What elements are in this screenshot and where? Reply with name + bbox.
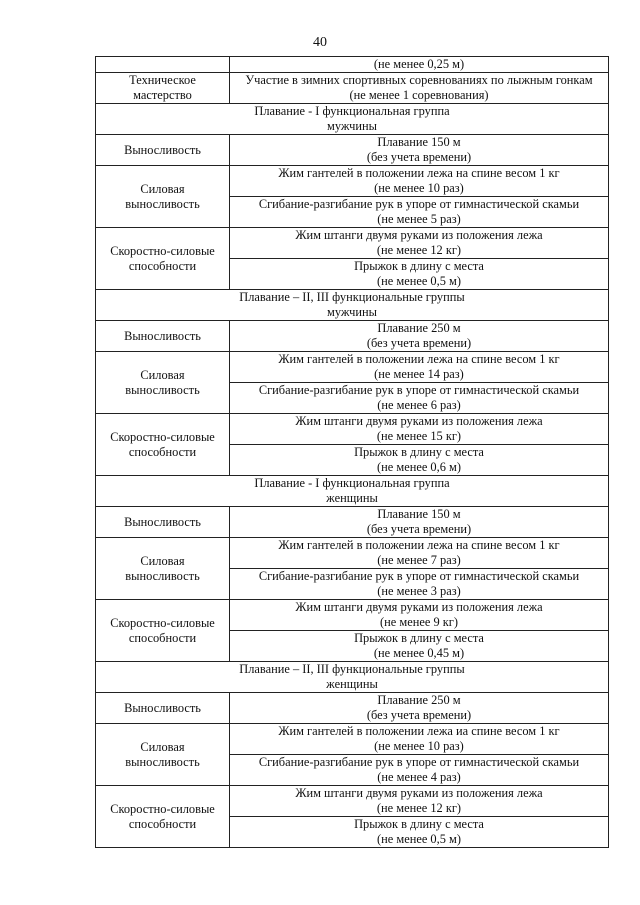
norm-text: (не менее 0,5 м): [377, 274, 461, 288]
test-name: Плавание 150 м: [377, 135, 461, 149]
test-name: Жим гантелей в положении лежа на спине весом 1 кг: [278, 538, 560, 552]
test-name: Жим штанги двумя руками из положения лежа: [295, 414, 543, 428]
section-header: [96, 290, 609, 321]
test-name: Плавание 250 м: [377, 321, 461, 335]
section-title: Плавание - I функциональная группа: [254, 476, 450, 490]
category-cell: [96, 538, 230, 600]
page-number: 40: [313, 35, 327, 50]
table-row: [96, 414, 609, 445]
table-row: [96, 507, 609, 538]
table-row: [96, 228, 609, 259]
category-label: Выносливость: [124, 328, 201, 343]
section-header-row: [96, 476, 609, 507]
norm-text: (не менее 4 раз): [377, 770, 461, 784]
category-cell: [96, 228, 230, 290]
test-cell: [230, 445, 609, 476]
test-cell: [230, 414, 609, 445]
test-cell: [230, 135, 609, 166]
category-cell: [96, 693, 230, 724]
category-label: выносливость: [125, 754, 200, 769]
category-cell: [96, 600, 230, 662]
category-cell: [96, 73, 230, 104]
norm-text: (без учета времени): [366, 336, 472, 350]
table-row: [96, 166, 609, 197]
table-row: [96, 57, 609, 73]
test-name: Сгибание-разгибание рук в упоре от гимнастической скамьи: [258, 569, 580, 583]
norm-text: (не менее 0,25 м): [373, 57, 465, 71]
test-name: Жим штанги двумя руками из положения лежа: [295, 228, 543, 242]
category-cell: [96, 57, 230, 73]
category-cell: [96, 166, 230, 228]
norm-text: (не менее 10 раз): [374, 181, 464, 195]
category-cell: [96, 414, 230, 476]
test-cell: [230, 383, 609, 414]
test-cell: [230, 817, 609, 848]
test-name: Прыжок в длину с места: [354, 259, 484, 273]
table-row: [96, 600, 609, 631]
category-label: Скоростно-силовые: [110, 429, 215, 444]
category-label: Техническое: [129, 73, 196, 87]
category-label: Выносливость: [124, 700, 201, 715]
test-cell: [230, 352, 609, 383]
section-subtitle: мужчины: [327, 305, 377, 319]
table-row: [96, 724, 609, 755]
category-label: Выносливость: [124, 514, 201, 529]
category-label: Силовая: [140, 739, 185, 754]
section-header: [96, 662, 609, 693]
norm-text: (не менее 12 кг): [376, 243, 462, 257]
test-name: Прыжок в длину с места: [354, 631, 484, 645]
norm-text: (не менее 12 кг): [376, 801, 462, 815]
table-row: [96, 786, 609, 817]
test-name: Плавание 250 м: [377, 693, 461, 707]
test-name: Жим гантелей в положении лежа на спине весом 1 кг: [278, 166, 560, 180]
norm-text: (без учета времени): [366, 150, 472, 164]
category-label: Скоростно-силовые: [110, 243, 215, 258]
section-header-row: [96, 104, 609, 135]
test-name: Сгибание-разгибание рук в упоре от гимнастической скамьи: [258, 755, 580, 769]
test-cell: [230, 228, 609, 259]
test-name: Жим гантелей в положении лежа на спине весом 1 кг: [278, 352, 560, 366]
norm-text: (не менее 5 раз): [377, 212, 461, 226]
test-cell: [230, 569, 609, 600]
norm-text: (не менее 10 раз): [374, 739, 464, 753]
norm-text: (не менее 3 раз): [377, 584, 461, 598]
test-cell: [230, 631, 609, 662]
test-cell: [230, 259, 609, 290]
norm-text: (не менее 1 соревнования): [349, 88, 489, 102]
section-header: [96, 104, 609, 135]
norms-table: [95, 56, 609, 848]
section-title: Плавание - I функциональная группа: [254, 104, 450, 118]
category-cell: [96, 786, 230, 848]
category-label: способности: [128, 630, 197, 645]
norm-text: (не менее 0,6 м): [377, 460, 461, 474]
test-name: Участие в зимних спортивных соревнованиях по лыжным гонкам: [245, 73, 593, 87]
test-name: Жим гантелей в положении лежа иа спине весом 1 кг: [278, 724, 560, 738]
category-label: выносливость: [125, 196, 200, 211]
category-label: мастерство: [133, 88, 192, 102]
norm-text: (не менее 0,5 м): [377, 832, 461, 846]
test-cell: [230, 321, 609, 352]
test-name: Прыжок в длину с места: [354, 445, 484, 459]
table-row: [96, 352, 609, 383]
table-row: [96, 321, 609, 352]
category-cell: [96, 724, 230, 786]
category-cell: [96, 507, 230, 538]
test-name: Сгибание-разгибание рук в упоре от гимнастической скамьи: [258, 383, 580, 397]
test-name: Жим штанги двумя руками из положения лежа: [295, 600, 543, 614]
test-cell: [230, 73, 609, 104]
section-header-row: [96, 662, 609, 693]
category-cell: [96, 321, 230, 352]
table-row: [96, 73, 609, 104]
category-label: способности: [128, 444, 197, 459]
norm-text: (не менее 6 раз): [377, 398, 461, 412]
table-row: [96, 538, 609, 569]
section-header: [96, 476, 609, 507]
test-cell: [230, 786, 609, 817]
norm-text: (без учета времени): [366, 522, 472, 536]
test-cell: [230, 600, 609, 631]
section-header-row: [96, 290, 609, 321]
norm-text: (не менее 14 раз): [374, 367, 464, 381]
test-name: Сгибание-разгибание рук в упоре от гимнастической скамьи: [258, 197, 580, 211]
norm-text: (не менее 15 кг): [376, 429, 462, 443]
category-cell: [96, 352, 230, 414]
test-cell: [230, 507, 609, 538]
section-subtitle: женщины: [326, 677, 378, 691]
test-name: Плавание 150 м: [377, 507, 461, 521]
norm-text: (не менее 0,45 м): [373, 646, 465, 660]
section-title: Плавание – II, III функциональные группы: [239, 662, 465, 676]
category-label: выносливость: [125, 568, 200, 583]
test-name: Жим штанги двумя руками из положения лежа: [295, 786, 543, 800]
category-label: Силовая: [140, 367, 185, 382]
test-cell: [230, 57, 609, 73]
norm-text: (не менее 7 раз): [377, 553, 461, 567]
category-label: Скоростно-силовые: [110, 801, 215, 816]
category-label: способности: [128, 816, 197, 831]
section-subtitle: мужчины: [327, 119, 377, 133]
test-cell: [230, 538, 609, 569]
norm-text: (не менее 9 кг): [380, 615, 458, 629]
table-row: [96, 135, 609, 166]
category-label: Силовая: [140, 181, 185, 196]
category-label: Силовая: [140, 553, 185, 568]
test-cell: [230, 724, 609, 755]
category-label: Скоростно-силовые: [110, 615, 215, 630]
section-subtitle: женщины: [326, 491, 378, 505]
category-label: выносливость: [125, 382, 200, 397]
test-cell: [230, 693, 609, 724]
category-label: способности: [128, 258, 197, 273]
category-label: Выносливость: [124, 142, 201, 157]
section-title: Плавание – II, III функциональные группы: [239, 290, 465, 304]
test-cell: [230, 755, 609, 786]
norm-text: (без учета времени): [366, 708, 472, 722]
table-row: [96, 693, 609, 724]
test-cell: [230, 197, 609, 228]
test-cell: [230, 166, 609, 197]
test-name: Прыжок в длину с места: [354, 817, 484, 831]
category-cell: [96, 135, 230, 166]
